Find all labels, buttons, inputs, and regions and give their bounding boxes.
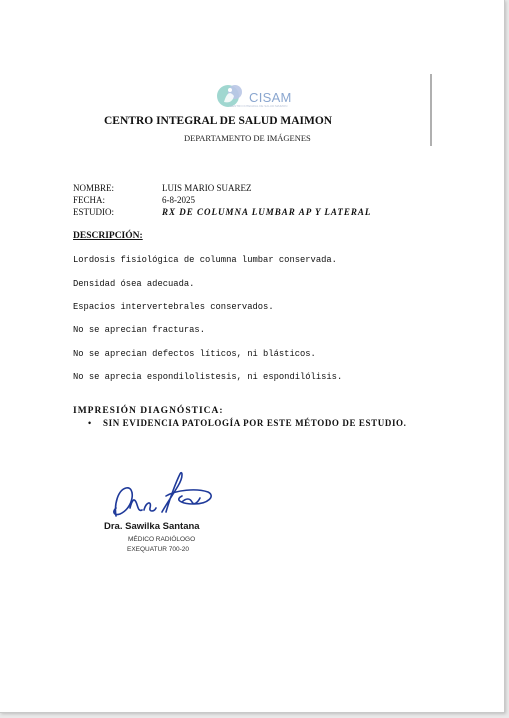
organization-title: CENTRO INTEGRAL DE SALUD MAIMON (104, 115, 333, 127)
description-heading: DESCRIPCIÓN: (73, 231, 143, 241)
bullet-icon: • (88, 418, 92, 428)
patient-name: LUIS MARIO SUAREZ (162, 183, 252, 193)
patient-name-row (73, 183, 252, 193)
exam-date: 6-8-2025 (162, 195, 195, 205)
finding-item: No se aprecian fracturas. (73, 325, 205, 335)
impression-heading: IMPRESIÓN DIAGNÓSTICA: (73, 406, 224, 416)
impression-item (88, 418, 407, 428)
department-title: DEPARTAMENTO DE IMÁGENES (184, 133, 311, 143)
signer-exequatur: EXEQUATUR 700-20 (127, 546, 190, 553)
impression-text: SIN EVIDENCIA PATOLOGÍA POR ESTE MÉTODO DE ESTUDIO. (103, 418, 407, 428)
date-row (73, 195, 195, 205)
header-divider (430, 74, 432, 146)
finding-item: No se aprecia espondilolistesis, ni espondilólisis. (73, 372, 343, 382)
study-name: RX DE COLUMNA LUMBAR AP Y LATERAL (162, 207, 372, 217)
logo-subtext: CENTRO INTEGRAL DE SALUD MAIMON (230, 104, 288, 108)
logo-text: CISAM (249, 90, 292, 105)
handwritten-signature (104, 468, 222, 526)
signer-name: Dra. Sawilka Santana (104, 521, 200, 532)
name-label: NOMBRE: (73, 183, 115, 193)
date-label: FECHA: (73, 195, 106, 205)
finding-item: Lordosis fisiológica de columna lumbar conservada. (73, 255, 337, 265)
finding-item: Densidad ósea adecuada. (73, 279, 195, 289)
finding-item: Espacios intervertebrales conservados. (73, 302, 274, 312)
signer-title: MÉDICO RADIÓLOGO (128, 536, 196, 543)
study-label: ESTUDIO: (73, 207, 114, 217)
study-row (73, 207, 371, 217)
finding-item: No se aprecian defectos líticos, ni blásticos. (73, 349, 316, 359)
